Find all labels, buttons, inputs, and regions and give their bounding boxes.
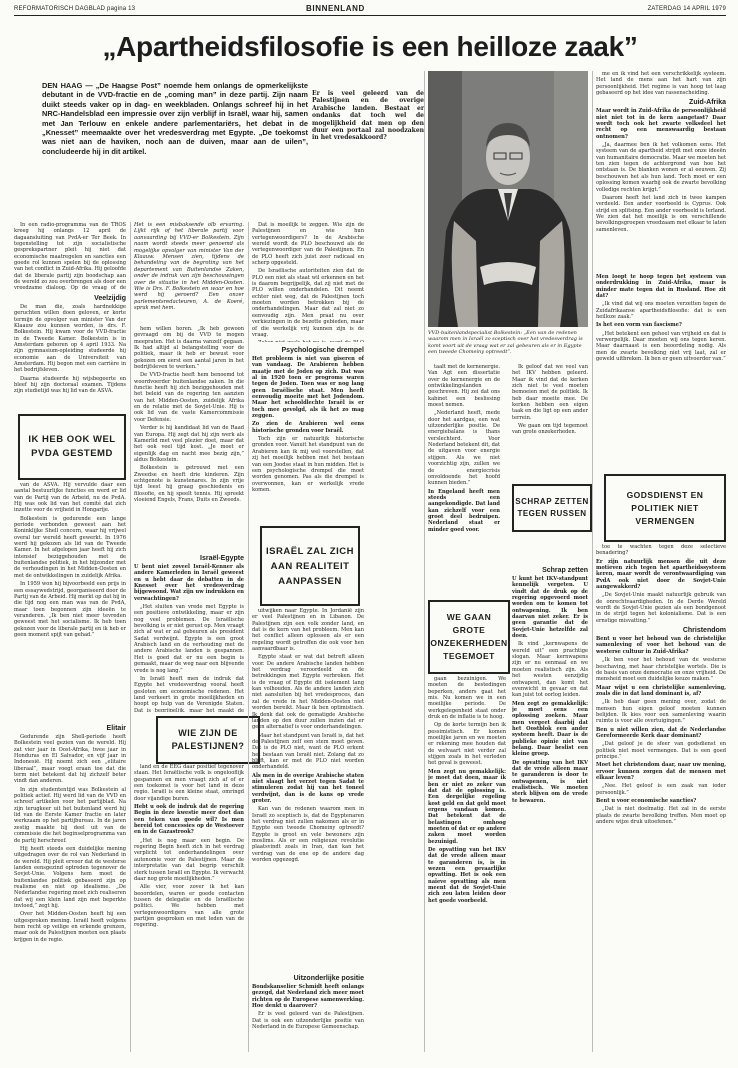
paragraph: uitwijken naar Egypte. In Jordanië zijn er veel Palestijnen en in Libanon. De Palestijnen zijn een volk zonder land, en dat is de kern van het probleem. Men kan het conflict alleen oplossen als er een regeling wordt getroffen die ook voor hen aanvaardbaar is. [252,608,364,653]
question: Men loopt te hoop tegen het systeem van onderdrukking in Zuid-Afrika, maar is minder mate tegen dat in Rusland. Hoe zit dat? [596,274,726,300]
paragraph: We gaan om tijd tegemoet van grote onzekerheden. [512,423,588,436]
column-3-palestijnen [252,222,364,342]
column-3-uitzondering [252,972,364,1052]
paragraph [252,340,364,342]
paragraph: Gedurende zijn Shell-periode heeft Bolkestein veel gezien van de wereld. Hij zat vier jaar in Oost-Afrika, twee jaar in Honduras en El Salvador, en vijf jaar in Indonesië. Hij noemt zich een „elitaire liberaal”, maar voegt eraan toe dat die term niet betekent dat hij zichzelf beter vindt dan anderen. [14,734,126,785]
paragraph: „Ik ben voor het behoud van de westerse beschaving, met haar christelijke wortels. Die is de basis van onze democratie en onze vrijheid. De mensheid moet een duidelijke keuze maken.” [596,657,726,683]
lead-paragraph: DEN HAAG — „De Haagse Post” noemde hem onlangs de opmerkelijkste debutant in de VVD-fractie en de „coming man” in deze partij. Zijn naam duikt steeds vaker op in dag- en weekbladen. Onlangs schreef hij in het NRC-Handelsblad een impressie over zijn verblijf in Israël, waar hij, samen met Jan Terlouw en enkele andere parlementariërs, het debat in de „Knesset” meemaakte over het vredesverdrag met Egypte. „De toekomst was niet aan de haviken, noch aan de duiven, maar aan de uilen”, concludeerde hij in dit artikel. [42,81,308,156]
paragraph: Dat is moeilijk te zeggen. Wie zijn de Palestijnen en wie hun vertegenwoordigers? In de Arabische wereld wordt de PLO beschouwd als de vertegenwoordiger van de Palestijnen. En de PLO heeft zich juist zeer radicaal en scherp opgesteld. [252,222,364,267]
question: Hebt u ook de indruk dat de regering Begin in deze kwestie meer doet dan een teken van goede wil? Is men bereid tot concessies op de Westoever en in de Gazastrook? [134,804,244,836]
paragraph: „Nederland heeft, mede door het aardgas, een wat uitzonderlijke positie. De energiebalans is thans verslechterd. Voor Nederland betekent dit, dat de uitgaven voor energie stijgen. Als we niet voorzichtig zijn, zullen we de energiecrisis onvoldoende het hoofd kunnen bieden.” [428,410,500,487]
question: Maar wordt in Zuid-Afrika de persoonlijkheid niet niet tot in de kern aangetast? Daar wordt toch ook het zwarte volksdeel het recht op een menswaardig bestaan ontnomen? [596,108,726,140]
question: U bent niet zoveel Israël-Kenner als andere Kamerleden in Israël geweest en u hebt daar de debatten in de Knesset over het vredesverdrag bijgewoond. Wat zijn uw indrukken en verwachtingen? [134,564,244,602]
column-1-body [14,482,126,720]
question: De opvatting van het IKV dat de vrede alleen maar te garanderen is door te ontwapenen, is niet realistisch. We moeten sterk blijven om de vrede te bewaren. [512,759,588,804]
paragraph: „Ik vind dat wij ons moeten verzetten tegen de Zuidafrikaanse apartheidsfilosofie: dat is een heilloze zaak.” [596,301,726,321]
subhead-drempel: Psychologische drempel [281,347,364,354]
question: Moet het christendom daar, naar uw mening, ervoor kunnen zorgen dat de mensen met elkaar leven? [596,762,726,781]
paragraph: „Dat is niet doelmatig. Het zal in de eerste plaats de zwarte bevolking treffen. Men moet op andere wijze druk uitoefenen.” [596,806,726,826]
paragraph: „Het is nog maar een begin. De regering Begin heeft zich in het verdrag verplicht tot onderhandelingen over autonomie voor de Palestijnen. Maar de interpretatie van dat begrip verschilt sterk tussen Israël en Egypte. Ik verwacht daar nog grote moeilijkheden.” [134,837,244,882]
column-4-lower [428,676,506,1052]
paragraph: me en ik vind het een verschrikkelijk systeem. Het land de mens aan het hart van zijn persoonlijkheid. Het regime is van hoog tot laag gebaseerd op het idee van rassenscheiding. [596,71,726,97]
paragraph: land en de EEG daar positief tegenover staan. Het Israëlische volk is ongelooflijk gespannen en men vraagt zich af of er een toekomst is voor het land in deze regio. Israël is een kleine staat, omringd door vijandige buren. [134,764,244,802]
paragraph: Hij heeft steeds een duidelijke mening uitgedragen over de rol van Nederland in de wereld. Hij pleit ervoor dat de westerse landen eensgezind optreden tegenover de Sovjet-Unie. Volgens hem moet de buitenlandse politiek gebaseerd zijn op realisme en niet op idealisme. „De Nederlandse regering moet zich realiseren dat wij een klein land zijn met beperkte invloed,” zegt hij. [14,845,126,909]
paragraph: hem willen horen. „Ik heb gewoon gevraagd om bij de VVD te mogen meepraten. Het is daarna vanzelf gegaan. Ik had altijd al belangstelling voor de politiek, maar ik heb er bewust voor gekozen om eerst een aantal jaren in het bedrijfsleven te werken.” [134,326,244,371]
column-6-middle [596,274,726,470]
column-3-drempel [252,344,364,522]
header-paper-page: REFORMATORISCH DAGBLAD pagina 13 [14,6,136,12]
paragraph: Kan van de redenen waarom men in Israël zo sceptisch is, dat de Egyptenaren het verdrag niet zullen nakomen als er in Egypte een tweede Chomeiny optreedt? Egypte is groot en vele bewoners zijn moslims. Als er een religieuze revolutie plaatsvindt zoals in Iran, dan kan het verdrag van de ene op de andere dag worden opgezegd. [252,806,364,864]
paragraph: Er is veel geleerd van de Palestijnen. Dat is ook een uitzonderlijke positie van Nederland in de Europese Gemeenschap. [252,1011,364,1031]
question: De opvatting van het IKV dat de vrede alleen maar te garanderen is, is in wezen een gevaarlijke opvatting. Het is ook een naïeve opvatting als men meent dat de Sovjet-Unie zich zou laten leiden door het goede voorbeeld. [428,846,506,904]
portrait-photo-bolkestein [428,71,588,327]
callout-schrap-zetten: SCHRAP ZETTEN TEGEN RUSSEN [512,484,592,532]
running-header [14,4,726,14]
column-divider [130,222,131,1052]
column-divider [592,71,593,1052]
paragraph: In 1959 won hij bijvoorbeeld een prijs in een essaywedstrijd, georganiseerd door de Partij van de Arbeid. Hij merkt op dat hij in die tijd nog een man was van de PvdA, maar toen begonnen zijn ideeën te veranderen. „Ik ben niet meer tevreden geweest met het socialisme. Ik heb toen gekozen voor de liberale partij en ik heb er geen moment spijt van gehad.” [14,581,126,638]
callout-godsdienst-politiek: GODSDIENST EN POLITIEK NIET VERMENGEN [604,474,726,542]
paragraph: Bolkestein is getrouwd met een Zweedse en heeft drie kinderen. Zijn echtgenote is kunstenares. In zijn vrije tijd leest hij graag geschiedenis en filosofie, en hij speelt tennis. Hij spreekt vloeiend Engels, Frans, Duits en Zweeds. [134,465,244,503]
column-3-body [252,608,364,972]
question: Ben u niet willen zien, dat de Nederlandse Gereformeerde Kerk daar dominant? [596,726,726,739]
paragraph: In zijn studententijd was Bolkestein al politiek actief. Hij werd lid van de VVD en schreef artikelen voor het partijblad. Na zijn terugkeer uit het buitenland werd hij lid van de Eerste Kamer fractie en later werkzaam op het partijbureau. In de jaren zestig maakte hij deel uit van de commissie die het beginselprogramma van de partij herschreef. [14,786,126,844]
paragraph: In Israël heeft men de indruk dat Egypte het vredesverdrag vooral heeft gesloten om economische redenen. Het land verkeert in grote moeilijkheden en hoopt op hulp van de Verenigde Staten. Dat is begrijpelijk, maar het maakt de [134,675,244,712]
subhead-uitzondering: Uitzonderlijke positie [293,975,364,982]
photo-caption: VVD-buitenlandspecialist Bolkestein: „Een van de redenen waarom men in Israël zo sceptisch over het vredesverdrag is komt voort uit de vraag wat er zal gebeuren als er in Egypte een tweede Chomeiny optreedt”. [428,330,583,355]
paragraph: Daarna studeerde hij wijsbegeerte en bleef hij zijn doctoraal examen. Tijdens zijn studietijd was hij lid van de ASVA. [14,375,126,395]
column-divider [248,222,249,1052]
question: Er zijn natuurlijk mensen die uit deze motieven zich tegen het apartheidssysteem keren, maar wordt de verontwaardiging van PvdA ook niet door de Sovjet-Unie aangewakkerd? [596,558,726,591]
paragraph: Daarom heeft het land zich in twee kampen verdeeld. Een ander voorbeeld is Cyprus. Ook strijd en splitsing. Een ander voorbeeld is Ierland. We zien dat het moeilijk is om verschillende bevolkingsgroepen vreedzaam met elkaar te laten samenleven. [596,194,726,233]
paragraph: taalt met de kernenergie. Van Agt een dissertatie over de kernenergie en de ontwikkelingslanden geschreven. Hij zei dat ons kabinet een beslissing moest nemen. [428,364,500,409]
subhead-israel-egypte: Israël-Egypte [200,555,244,562]
paragraph: Bolkestein is gedurende een lange periode verbonden geweest aan het Koninklijke Shell concern, waar hij vrijwel overal ter wereld heeft gewerkt. In 1976 werd hij gekozen als lid van de Tweede Kamer. In het afgelopen jaar heeft hij zich intensief beziggehouden met de buitenlandse politiek, in het bijzonder met de verhoudingen in het Midden-Oosten en met de ontwikkelingen in zuidelijk Afrika. [14,515,126,579]
column-1-elitair [14,722,126,1052]
callout-pvda-gestemd: IK HEB OOK WEL PVDA GESTEMD [18,414,126,480]
paragraph: „Dat geloof je de sfeer van godsdienst en politiek niet moet vermengen. Dat is een goed principe.” [596,741,726,760]
paragraph: „Nee. Het geloof is een zaak van ieder persoonlijk.” [596,783,726,796]
question: Men zegt nu gemakkelijk: je moet dat doen, maar ik ben er niet zo zeker van dat dat de oplossing is. Een dergelijke regeling kost geld en dat geld moet ergens vandaan komen. Dat betekent dat de belastingen omhoog moeten of dat er op andere zaken moet worden bezuinigd. [428,768,506,845]
answer: Het probleem is niet van giseren of van vandaag. De Arabieren hebben maatje met de Joden op zich. Dat was al in 1920 toen er progroms waren tegen de Joden. Toen was er nog lang geen Israëlische staat. Men heeft eenvoudig moeite met het Jodendom. Maar het schooldlechte Israël is er toch mee gevolgd, als ik het zo mag zeggen. [252,356,364,420]
subhead-christendom: Christendom [682,627,726,635]
column-2-israel-egypte [134,552,244,712]
header-section: BINNENLAND [306,4,365,13]
newspaper-page [14,4,726,1054]
header-date: ZATERDAG 14 APRIL 1979 [647,6,726,12]
paragraph: Egypte staat er wat dat betreft alleen voor. De andere Arabische landen hebben het verdrag veroordeeld en de betrekkingen met Egypte verbroken. Het is de vraag of Egypte dit isolement lang kan volhouden. Als de andere landen zich niet aansluiten bij het vredesproces, dan zal de vrede in het Midden-Oosten niet worden bereikt. Maar ik ben optimistisch. Ik denk dat ook de gematigde Arabische landen op den duur zullen inzien dat er geen alternatief is voor onderhandelingen. [252,654,364,731]
question: Is het een vorm van fascisme? [596,322,682,329]
paragraph: In een radio-programma van de TROS kreeg hij onlangs 12 april de dagaansluiting van PvdA-er Ter Beek. In tegenstelling tot zijn socialistische gesprekspartner pleit hij niet dat economische maatregelen en sancties een goede rol kunnen spelen bij de oplossing van het conflict in Zuid-Afrika. Hij geloofde dat de liberale partij zijn boodschap aan de wereld zo zou overbrengen als door een vreedzame dialoog. Op de vraag of de [14,222,126,292]
question: Bent u voor economische sancties? [596,798,697,805]
question: Als men in de overige Arabische staten niet slaagt het verzet tegen Sadat te stimuleren zodat hij van het toneel verdwijnt, dan is de kans op vrede groter. [252,772,364,804]
paragraph: Maar het standpunt van Israël is, dat het de Palestijnen zelf een stem moet geven. Dat is de PLO niet, want de PLO erkent het bestaan van Israël niet. Zolang dat zo blijft, kan er met de PLO niet worden onderhandeld. [252,732,364,771]
subhead-veelzijdig: Veelzijdig [94,295,126,302]
column-1-veelzijdig [14,292,126,412]
question: U kunt het IKV-standpunt kennelijk vergeten. U vindt dat de druk op de regering opgevoerd moet worden om te komen tot ontwapening. Ik ben daarvan niet zeker. Er is geen garantie dat de Sovjet-Unie hetzelfde zal doen. [512,576,588,640]
paragraph: „Ja, daarmee ben ik het volkomen eens. Het systeem van de apartheid strijdt met onze ideeën van humanitaire democratie. Maar we moeten het ten zien tegen de achtergrond van hoe het ontstaan is. De blanken wonen er al eeuwen. Zij beschouwen het als hun land. Toch moet er een oplossing komen waarbij ook de zwarte bevolking volledige rechten krijgt.” [596,142,726,193]
column-divider [424,71,425,1052]
paragraph: Ik geloof dat we veel van het IKV hebben geleerd. Maar ik vind dat de kerken zich niet te veel moeten bemoeien met de politiek. Ik heb daar moeite mee. De kerken hebben een eigen taak en die ligt op een ander terrein. [512,364,588,421]
paragraph: De Israëlische autoriteiten zien dat de PLO een niet als staat wil erkennen en het is daarom begrijpelijk, dat zij niet met de PLO willen onderhandelen. Dit neemt echter niet weg, dat de Palestijnen toch moeten worden betrokken bij de onderhandelingen. Maar dat zal niet zo eenvoudig zijn. Men praat nu over verkiezingen in de bezette gebieden, maar of die werkelijk vrij kunnen zijn is de vraag. [252,268,364,338]
paragraph: „Ik heb daar geen mening over, zodat de mensen hun eigen geloof moeten kunnen belijden. Ik kies voor een samenleving waarin ruimte is voor alle overtuigingen.” [596,699,726,725]
portrait-illustration [428,71,588,327]
question: Zo zien de Arabieren wel eens historische gronden voor Israël. [252,421,364,434]
paragraph: Op de korte termijn ben ik pessimistisch. Er komen moeilijke jaren en we moeten er rekening mee houden dat de welvaart niet verder zal stijgen zoals in het verleden het geval is geweest. [428,722,506,767]
paragraph: Ik vind „kernwapens de wereld uit” een prachtige slogan. Maar kernwapens zijn er nu eenmaal en we moeten realistisch zijn. Als het westen eenzijdig ontwapent, dan komt het evenwicht in gevaar en dat kan juist tot oorlog leiden. [512,641,588,699]
column-6-zuid-afrika [596,71,726,271]
paragraph: Over het Midden-Oosten heeft hij een uitgesproken mening. Israël heeft volgens hem recht op veilige en erkende grenzen, maar ook de Palestijnen moeten een plaats krijgen in de regio. [14,911,126,943]
paragraph: Toch zijn er natuurlijk historische gronden voor. Vanuit het standpunt van de Arabieren kan ik mij wel voorstellen, dat zij het moeilijk hebben met het bestaan van een Joodse staat in hun midden. Het is een psychologische drempel die moet worden genomen. Pas als die drempel is overwonnen, kan er werkelijk vrede komen. [252,436,364,493]
column-4-upper [428,364,500,594]
paragraph: „De Sovjet-Unie maakt natuurlijk gebruik van de onrechtvaardigheden. In de Derde Wereld wordt de Sovjet-Unie gezien als een bondgenoot in de strijd tegen het kolonialisme. Dat is een ernstige misvatting.” [596,592,726,624]
column-2-body [134,326,244,550]
callout-israel-realiteit: ISRAËL ZAL ZICH AAN REALITEIT AANPASSEN [260,526,360,606]
question: In Engeland heeft men steeds een aangekondigde. Dat land kan zichzelf voor een groot deel bedruipen. Nederland staat er minder goed voor. [428,488,500,533]
paragraph: Alle vier, voor zover ik het kan beoordelen, waren er goede contacten tussen de delegatie en de Israëlische politici. We hebben met vertegenwoordigers van alle grote partijen gesproken en met leden van de regering. [134,884,244,929]
subhead-schrap-zetten: Schrap zetten [542,567,588,574]
headline: „Apartheidsfilosofie is een heilloze zaak” [102,31,638,62]
editorial-intro-quote: Het is een misbaksende olb ervaring. Lijkt rijk of het liberale partij voor aanvaarding bij VVD-er Bolkestein. Zijn naam wordt steeds meer genoemd als mogelijke opvolger van minister Van der Klaauw. Mensen zien, tijdens de behandeling van de begroting van het departement van Buitenlandse Zaken, onder de indruk van zijn beschouwingen over de situatie in het Midden-Oosten. Wie is Drs. F. Bolkestein en waar en hoe werd hij geroerd? Een onzer parlementsredacteuren, A. de Koeré, sprak met hem. [134,222,244,312]
column-1-intro [14,222,126,292]
column-6-christendom [596,544,726,1052]
column-5-upper [512,364,588,464]
paragraph: „Het sluiten van vrede met Egypte is een positieve ontwikkeling, maar er zijn nog veel problemen. De Israëlische bevolking is er niet gerust op. Men vraagt zich af wat er zal gebeuren als president Sadat verdwijnt. Egypte is een groot Arabisch land en de verhouding met de andere Arabische landen is gespannen. Het is goed dat er nu een begin is gemaakt, maar de weg naar een blijvende vrede is nog lang.” [134,604,244,674]
column-5-schrap [512,564,588,1052]
subhead-elitair: Elitair [106,725,126,732]
paragraph: toe te wachten tegen deze selectieve benadering? [596,544,726,557]
question: Men zegt zo gemakkelijk: je moet eens een oplossing zoeken. Maar men vergeet daarbij dat het Oostblok een ander systeem heeft. Daar is de publieke opinie niet van belang. Daar beslist een kleine groep. [512,700,588,758]
paragraph: van de ASVA. Hij vervulde daar een aantal bestuurlijke functies en werd er lid van de Partij van de Arbeid, nu de PvdA. Hij was ook lid van het comité dat zich inzette voor de vrijheid in Hongarije. [14,482,126,514]
paragraph: gaan bezuinigen. We moeten de bestedingen beperken, anders gaat het mis. Nu komen we in een moeilijke periode. De werkgelegenheid staat onder druk en de inflatie is te hoog. [428,676,506,721]
paragraph: Verder is hij kandidaat lid van de Raad van Europa. Hij zegt dat hij zijn werk als Kamerlid met veel plezier doet, maar dat het ook veel tijd kost. „Je moet er eigenlijk dag en nacht mee bezig zijn,” aldus Bolkestein. [134,425,244,463]
paragraph: De VVD-fractie heeft hem benoemd tot woordvoerder buitenlandse zaken. In die functie heeft hij zich beziggehouden met het beleid van de regering ten aanzien van het Midden-Oosten, zuidelijk Afrika en de relatie met de Sovjet-Unie. Hij is ook lid van de vaste Kamercommissie voor Defensie. [134,372,244,423]
paragraph: De man die, zoals hardnekkige geruchten willen doen geloven, er korte termijn de opvolger van minister Van der Klaauw zou kunnen worden, is drs. F. Bolkestein. Hij kwam voor de VVD-fractie in de Tweede Kamer. Bolkestein is in Amsterdam geboren op 4 april 1933. Na zijn gymnasium-opleiding studeerde hij economie aan de Universiteit van Amsterdam. Hij begon met een carrière in het bedrijfsleven. [14,304,126,374]
subhead-zuid-afrika: Zuid-Afrika [689,99,726,107]
question: Maar wijst u een christelijke samenleving, zoals die in dat land dominant is, af? [596,684,726,697]
question: Bondskanselier Schmidt heeft onlangs gezegd, dat Nederland zich meer moet richten op de Europese samenwerking. Hoe denkt u daarover? [252,984,364,1010]
header-rule [14,15,726,16]
question: Bent u voor het behoud van de christelijke samenleving of voor het behoud van de westerse cultuur in Zuid-Afrika? [596,636,726,655]
lead-question: Er is veel geleerd van de Palestijnen en de overige Arabische landen. Bestaat er ondanks dat toch wel de mogelijkheid dat men op den duur een portaal zal noodzaken in het vredesakkoord? [312,90,424,142]
paragraph: „Het betekent een geheel van vrijheid en dat is verwerpelijk. Daar moeten wij ons tegen keren. Maar daarnaast is een beoordeling nodig. Als men de zwarte bevolking niet vrij laat, zal er geweld uitbreken. Ik ben er geen uitvoerder van.” [596,330,726,363]
callout-grote-onzekerheden: WE GAAN GROTE ONZEKERHEDEN TEGEMOET [428,600,510,674]
callout-palestijnen: WIE ZIJN DE PALESTIJNEN? [156,716,260,764]
column-2-lower [134,764,244,1052]
